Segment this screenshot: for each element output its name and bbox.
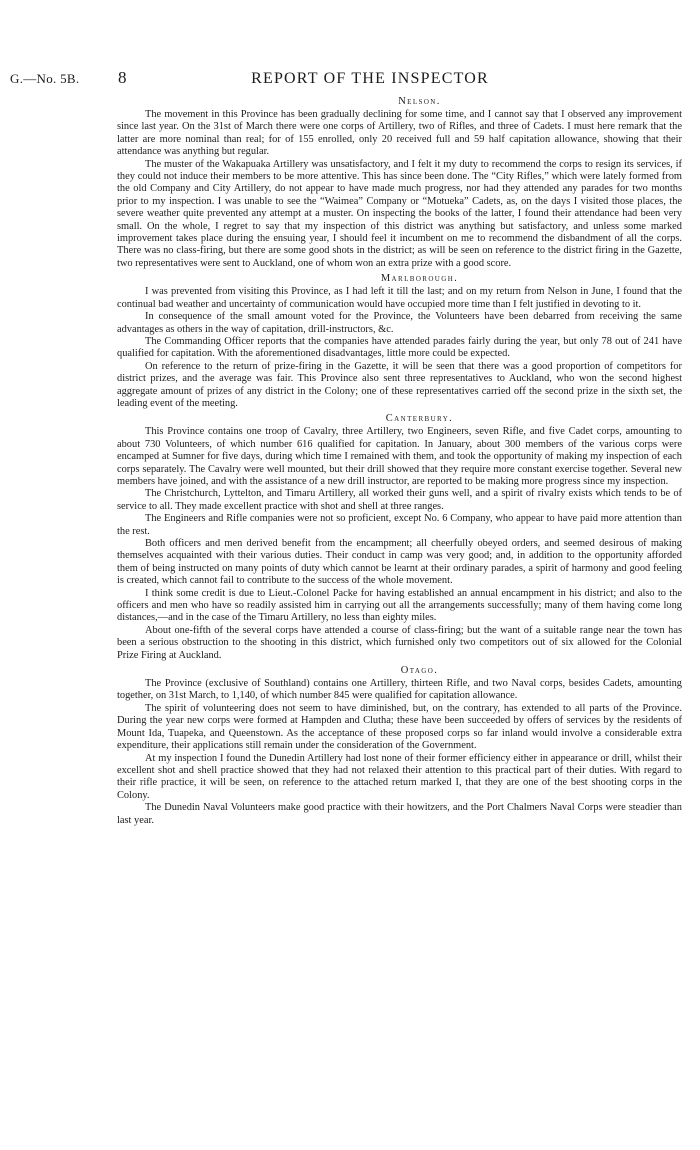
paragraph: I think some credit is due to Lieut.-Colonel Packe for having established an annual encampment in his district; and also to the officers and men who have so readily assisted him in carrying out all the arrangements successfully; many of them having come long distances,—and in the case of the Timaru Artillery, no less than eighty miles. (117, 587, 682, 624)
paragraph: About one-fifth of the several corps have attended a course of class-firing; but the want of a suitable range near the town has been a serious obstruction to the shooting in this district, which furnished only two competitors out of six allowed for the Colonial Prize Firing at Auckland. (117, 624, 682, 661)
paragraph: The Engineers and Rifle companies were not so proficient, except No. 6 Company, who appear to have paid more attention than the rest. (117, 513, 682, 537)
section-heading: Marlborough. (380, 273, 459, 285)
paragraph: The spirit of volunteering does not seem to have diminished, but, on the contrary, has extended to all parts of the Province. During the year new corps were formed at Hampden and Clutha; these have been succeeded by offers of services by the residents of Mount Ida, Tuapeka, and Queenstown. As the acceptance of these proposed corps so far inland would involve a considerable extra expenditure, their applications still remain under the consideration of the Government. (117, 702, 682, 752)
paragraph: The Christchurch, Lyttelton, and Timaru Artillery, all worked their guns well, and a spirit of rivalry exists which tends to be of service to all. They made excellent practice with shot and shell at three ranges. (117, 488, 682, 512)
section-canterbury (117, 412, 682, 662)
paragraph: Both officers and men derived benefit from the encampment; all cheerfully obeyed orders, and seemed desirous of making themselves acquainted with their various duties. Their conduct in camp was very good; and, in addition to the opportunity afforded them of being instructed on many points of duty which cannot be learnt at their ordinary parades, a spirit of harmony and good feeling is created, which cannot fail to contribute to the success of the whole movement. (117, 538, 682, 587)
section-heading: Nelson. (398, 96, 441, 107)
document-reference: G.—No. 5B. (10, 71, 80, 86)
section-heading: Canterbury. (385, 413, 454, 425)
paragraph: In consequence of the small amount voted for the Province, the Volunteers have been debarred from receiving the same advantages as others in the way of capitation, drill-instructors, &c. (117, 311, 682, 335)
page-header (0, 68, 700, 90)
paragraph: On reference to the return of prize-firing in the Gazette, it will be seen that there was a good proportion of competitors for district prizes, and the average was fair. This Province also sent three representatives to Auckland, who won the second highest aggregate amount of prizes of any district in the Colony; one of these representatives carried off the second prize in the sixth set, the leading event of the meeting. (117, 360, 682, 409)
section-nelson (117, 95, 682, 270)
report-title: REPORT OF THE INSPECTOR (251, 70, 489, 87)
section-heading: Otago. (400, 665, 439, 677)
section-otago (117, 664, 682, 827)
paragraph: The Province (exclusive of Southland) contains one Artillery, thirteen Rifle, and two Naval corps, besides Cadets, amounting together, on 31st March, to 1,140, of which number 845 were qualified for capitation allowance. (117, 678, 682, 702)
report-body (117, 93, 682, 827)
paragraph: The movement in this Province has been gradually declining for some time, and I cannot say that I observed any improvement since last year. On the 31st of March there were one corps of Artillery, two of Rifles, and three of Cadets. I must here remark that the latter are more nominal than real; for of 155 enrolled, only 20 received full and 59 half capitation allowance, showing that their attendance was anything but regular. (117, 109, 682, 158)
paragraph: The muster of the Wakapuaka Artillery was unsatisfactory, and I felt it my duty to recommend the corps to resign its services, if they could not induce their members to be more attentive. This has since been done. The “City Rifles,” which were lately formed from the old Company and City Artillery, do not appear to have made much progress, nor had they attended any parades for two months prior to my inspection. I was unable to see the “Waimea” Company or “Motueka” Cadets, as, on the days I visited those places, the severe weather quite prevented any attempt at a muster. On inspecting the books of the latter, I found their attendance had been very small. On the whole, I regret to say that my inspection of this district was anything but satisfactory, and unless some marked improvement takes place during the ensuing year, I should feel it incumbent on me to recommend the disbandment of all the corps. There was no class-firing, but there are some good shots in the district; as will be seen on reference to the district firing in the Gazette, two representatives were sent to Auckland, one of whom won an extra prize with a good score. (117, 158, 682, 269)
section-marlborough (117, 272, 682, 410)
paragraph: The Dunedin Naval Volunteers make good practice with their howitzers, and the Port Chalmers Naval Corps were steadier than last year. (117, 802, 682, 826)
page-number: 8 (118, 68, 127, 87)
paragraph: This Province contains one troop of Cavalry, three Artillery, two Engineers, seven Rifle, and five Cadet corps, amounting to about 730 Volunteers, of which number 616 qualified for capitation. In January, about 300 members of the various corps were encamped at Sumner for five days, during which time I remained with them, and took the opportunity of making my inspection of each corps separately. The Cavalry were well mounted, but their drill showed that they require more constant exercise together. Several new members have joined, and with the assistance of a new drill instructor, are reported to be making more progress since my inspection. (117, 426, 682, 487)
paragraph: I was prevented from visiting this Province, as I had left it till the last; and on my return from Nelson in June, I found that the continual bad weather and uncertainty of communication would have occupied more time than I felt justified in devoting to it. (117, 286, 682, 310)
paragraph: At my inspection I found the Dunedin Artillery had lost none of their former efficiency either in appearance or drill, whilst their excellent shot and shell practice showed that they had not relaxed their attention to this practical part of their duties. With regard to their rifle practice, it will be seen, on reference to the attached return marked I, that they are one of the best shooting corps in the Colony. (117, 752, 682, 801)
paragraph: The Commanding Officer reports that the companies have attended parades fairly during the year, but only 78 out of 241 have qualified for capitation. With the aforementioned disadvantages, little more could be expected. (117, 335, 682, 360)
